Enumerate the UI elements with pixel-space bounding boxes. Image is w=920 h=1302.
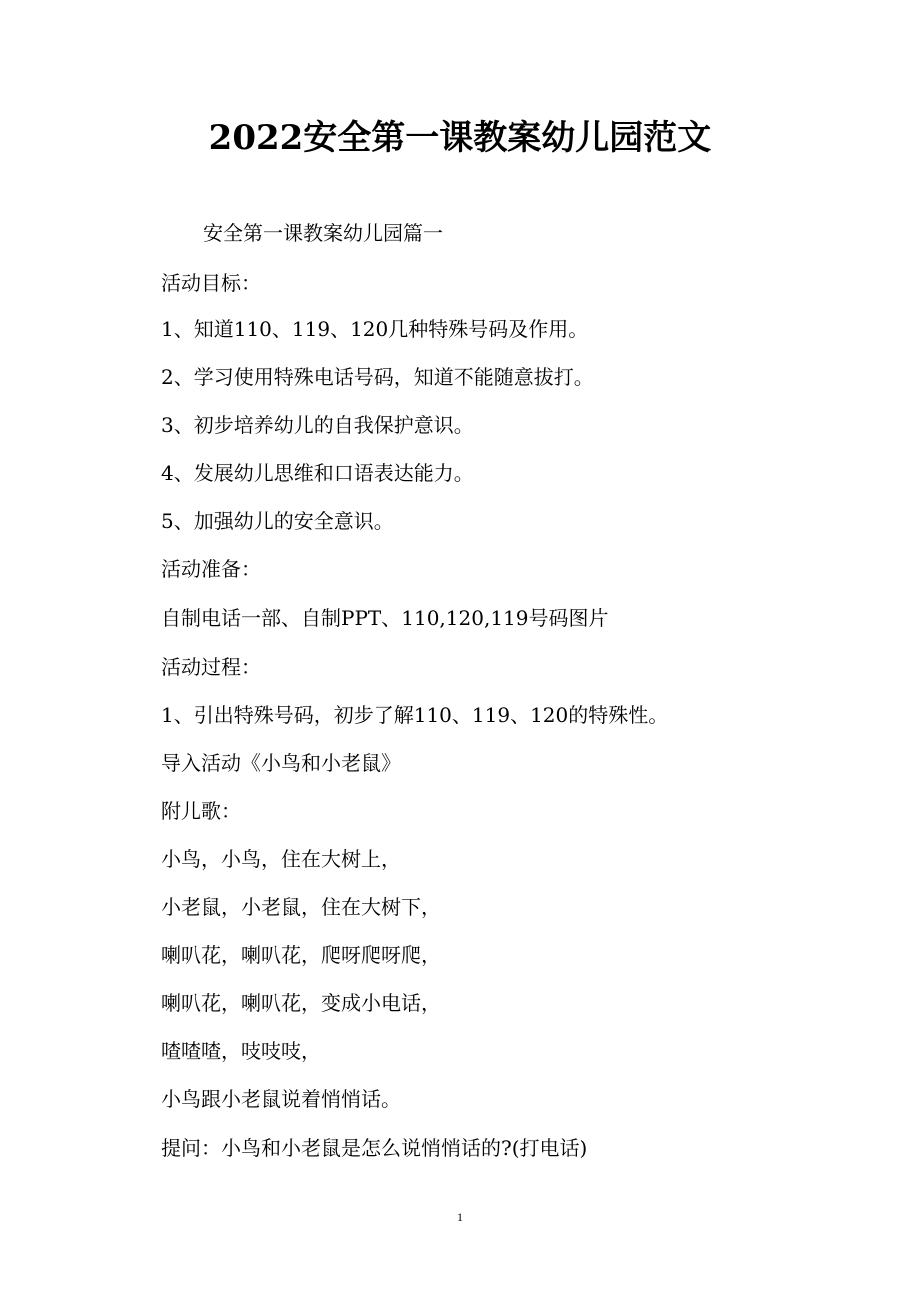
text-line: 1、知道110、119、120几种特殊号码及作用。	[161, 317, 589, 341]
text-line: 自制电话一部、自制PPT、110,120,119号码图片	[161, 606, 609, 630]
text-line: 3、初步培养幼儿的自我保护意识。	[161, 413, 474, 437]
text-line: 活动过程：	[161, 655, 261, 679]
text-line: 小老鼠，小老鼠，住在大树下，	[161, 895, 441, 919]
text-line: 提问：小鸟和小老鼠是怎么说悄悄话的?(打电话)	[161, 1136, 588, 1160]
text-line: 1、引出特殊号码，初步了解110、119、120的特殊性。	[161, 703, 669, 727]
text-line: 活动目标：	[161, 271, 261, 295]
text-line: 4、发展幼儿思维和口语表达能力。	[161, 461, 474, 485]
text-line: 附儿歌：	[161, 799, 241, 823]
page-number: 1	[457, 1210, 463, 1224]
text-line: 活动准备：	[161, 557, 261, 581]
text-line: 喳喳喳，吱吱吱，	[161, 1039, 321, 1063]
text-line: 小鸟，小鸟，住在大树上，	[161, 847, 401, 871]
text-line: 喇叭花，喇叭花，变成小电话，	[161, 991, 441, 1015]
text-line: 小鸟跟小老鼠说着悄悄话。	[161, 1087, 401, 1111]
document-title: 2022安全第一课教案幼儿园范文	[208, 118, 712, 158]
text-line: 导入活动《小鸟和小老鼠》	[161, 751, 401, 775]
section-heading: 安全第一课教案幼儿园篇一	[203, 221, 443, 245]
text-line: 5、加强幼儿的安全意识。	[161, 509, 394, 533]
text-line: 喇叭花，喇叭花，爬呀爬呀爬，	[161, 943, 441, 967]
text-line: 2、学习使用特殊电话号码，知道不能随意拔打。	[161, 365, 594, 389]
